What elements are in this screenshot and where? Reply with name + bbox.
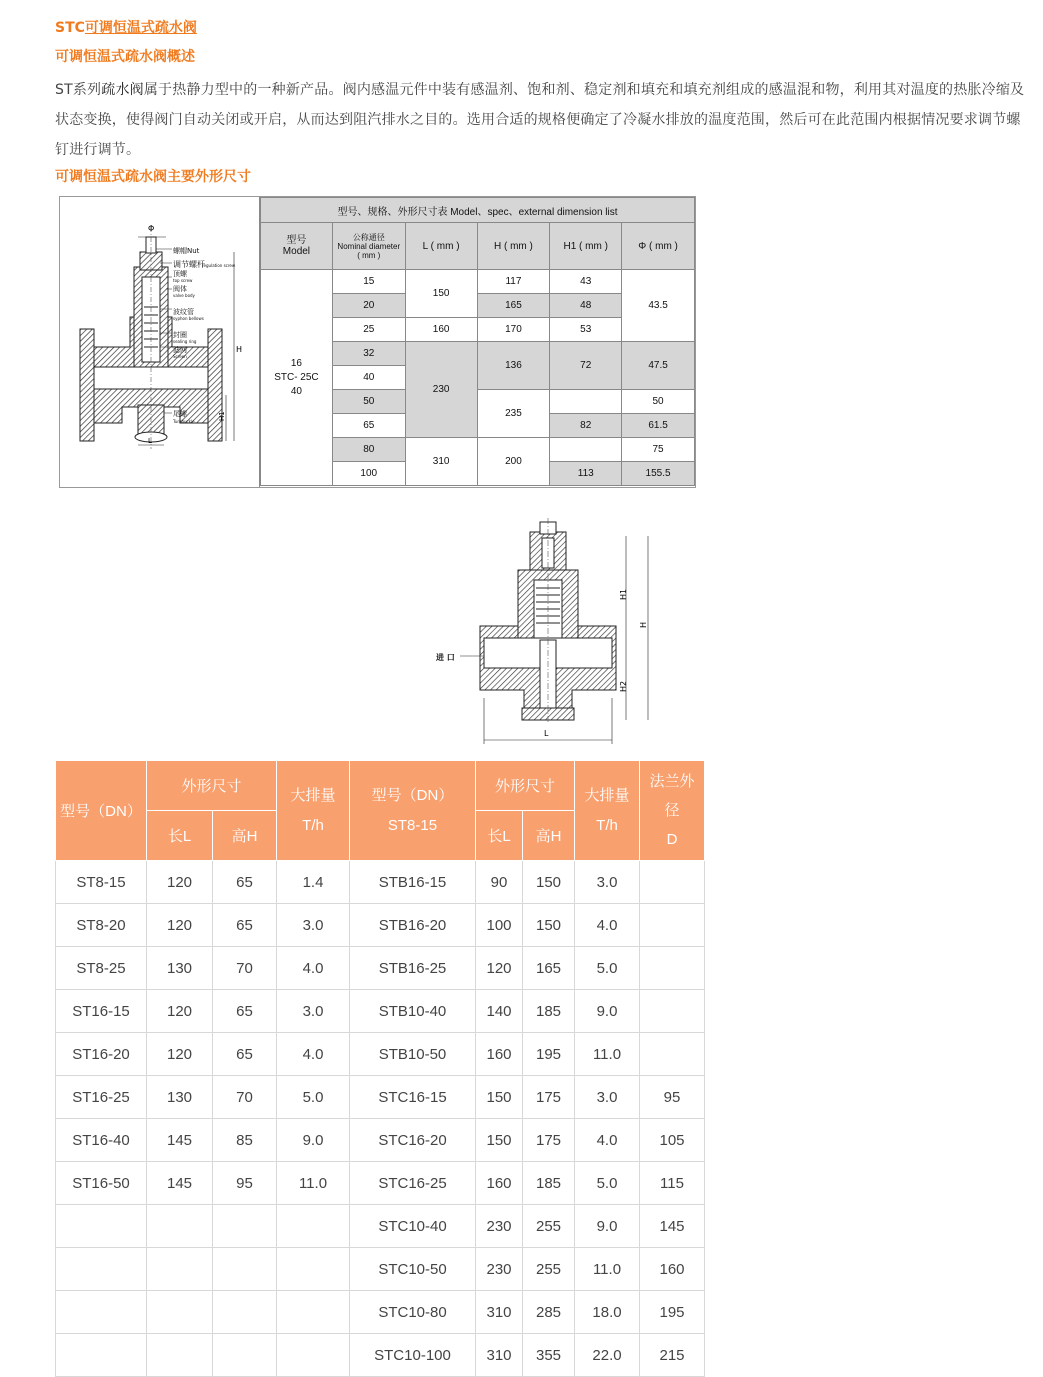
spec-h-cell: 136 — [477, 342, 550, 390]
table-row — [56, 1248, 705, 1291]
cell-height-2: 165 — [523, 947, 575, 990]
header-length-2: 长L — [476, 811, 523, 861]
paragraph-part2: 属于热静力型中的一种新产品。阀内感温元件中装有感温剂、饱和剂、稳定剂和填充和填充剂组成的感温混和物，利用其对温度的热胀冷缩及状态变换，使得阀门自动关闭或开启，从而达到阻汽排水之目的。选用合适的规格便确定了冷凝水排放的温度范围，然后可在此范围内根据情况要求调节螺钉进行调节。 — [55, 82, 1025, 158]
cell-height — [213, 1334, 277, 1377]
cell-flow: 9.0 — [277, 1119, 350, 1162]
cell-model: ST16-40 — [56, 1119, 147, 1162]
cell-height-2: 285 — [523, 1291, 575, 1334]
table-row — [56, 861, 705, 904]
spec-header-h: H ( mm ) — [477, 223, 550, 270]
spec-dn-cell: 25 — [332, 318, 405, 342]
header-length: 长L — [147, 811, 213, 861]
spec-h-cell: 117 — [477, 270, 550, 294]
cell-flange-diameter — [640, 947, 705, 990]
table-row — [56, 1076, 705, 1119]
spec-h1-cell: 48 — [550, 294, 622, 318]
header-height-2: 高H — [523, 811, 575, 861]
table-row — [56, 947, 705, 990]
tail-label: 尾螺 — [173, 410, 187, 418]
header-flow-line: 大排量 — [290, 786, 336, 804]
seal-label: 封圈 — [173, 331, 187, 339]
cell-height: 95 — [213, 1162, 277, 1205]
paragraph-keyword-link[interactable]: 疏水阀 — [101, 82, 144, 98]
cell-flow: 4.0 — [277, 947, 350, 990]
spec-header-model-cn: 型号 — [286, 235, 307, 246]
body-en-label: valve body — [173, 293, 195, 298]
cell-flow: 11.0 — [277, 1162, 350, 1205]
spec-dn-cell: 100 — [332, 462, 405, 486]
spec-h1-cell: 72 — [550, 342, 622, 390]
overview-paragraph — [55, 75, 1027, 165]
spec-h-cell: 200 — [477, 438, 550, 486]
overview-heading: 可调恒温式疏水阀概述 — [55, 49, 195, 65]
table-row — [56, 904, 705, 947]
cell-flow — [277, 1291, 350, 1334]
cell-model-2: STC16-20 — [350, 1119, 476, 1162]
cell-length-2: 160 — [476, 1033, 523, 1076]
h1-label: H1 — [218, 411, 226, 421]
valve-section-drawing — [60, 197, 260, 487]
header-flow-2 — [575, 761, 640, 861]
spec-header-dn-cn: 公称通径 — [352, 232, 385, 242]
cell-height: 65 — [213, 990, 277, 1033]
cell-length — [147, 1205, 213, 1248]
cell-length-2: 100 — [476, 904, 523, 947]
cell-length: 130 — [147, 1076, 213, 1119]
cell-model: ST16-25 — [56, 1076, 147, 1119]
spec-l-cell: 310 — [405, 438, 477, 486]
header-model-2-line: 型号（DN） — [371, 786, 454, 804]
screw-label: 调节螺杆 — [173, 260, 205, 269]
cell-height: 65 — [213, 1033, 277, 1076]
cell-model-2: STB16-15 — [350, 861, 476, 904]
nut-label: 螺帽Nut — [173, 247, 200, 255]
header-flange-line: D — [666, 831, 678, 848]
spec-dn-cell: 20 — [332, 294, 405, 318]
cell-length-2: 310 — [476, 1291, 523, 1334]
h1-label-2: H1 — [619, 588, 628, 600]
cell-flow: 5.0 — [277, 1076, 350, 1119]
spec-header-dn-en: Nominal diameter — [337, 241, 401, 251]
screen-en-label: Screen — [173, 354, 187, 359]
cell-flow-2: 22.0 — [575, 1334, 640, 1377]
spec-phi-cell: 50 — [622, 390, 695, 414]
top-en-label: top screw — [173, 278, 193, 283]
page-title-link[interactable]: 可调恒温式疏水阀 — [84, 20, 197, 36]
cell-flange-diameter: 105 — [640, 1119, 705, 1162]
cell-flow-2: 4.0 — [575, 904, 640, 947]
cell-flange-diameter — [640, 990, 705, 1033]
cell-flow — [277, 1334, 350, 1377]
h-label: H — [236, 345, 243, 354]
cell-model-2: STB16-25 — [350, 947, 476, 990]
h2-label-2: H2 — [619, 680, 628, 692]
spec-model-line: 16 — [290, 357, 302, 369]
cell-length-2: 150 — [476, 1076, 523, 1119]
page-title-prefix: STC — [55, 20, 85, 36]
cell-model — [56, 1205, 147, 1248]
cell-height-2: 255 — [523, 1248, 575, 1291]
cell-flange-diameter: 145 — [640, 1205, 705, 1248]
cell-model-2: STC16-15 — [350, 1076, 476, 1119]
cell-flow-2: 5.0 — [575, 1162, 640, 1205]
table-row — [56, 1119, 705, 1162]
table-row — [56, 990, 705, 1033]
header-flow-2-line: 大排量 — [584, 786, 630, 804]
table-body — [56, 861, 705, 1377]
tail-en-label: Turnbuckle — [173, 419, 195, 424]
cell-flange-diameter: 195 — [640, 1291, 705, 1334]
page-title — [55, 17, 197, 37]
spec-l-cell: 160 — [405, 318, 477, 342]
header-dimensions-2: 外形尺寸 — [476, 761, 575, 811]
paragraph-part1: ST系列 — [55, 82, 102, 98]
cell-flange-diameter: 95 — [640, 1076, 705, 1119]
spec-h1-cell — [550, 390, 622, 414]
cell-length-2: 230 — [476, 1248, 523, 1291]
cell-model: ST8-15 — [56, 861, 147, 904]
cell-model: ST8-20 — [56, 904, 147, 947]
cell-length: 145 — [147, 1119, 213, 1162]
cell-length — [147, 1248, 213, 1291]
cell-height-2: 175 — [523, 1076, 575, 1119]
cell-model: ST16-20 — [56, 1033, 147, 1076]
cell-flange-diameter — [640, 904, 705, 947]
bellows-en-label: syphon bellows — [173, 316, 204, 321]
cell-model-2: STC16-25 — [350, 1162, 476, 1205]
cell-model-2: STC10-50 — [350, 1248, 476, 1291]
inlet-label: 进 口 — [436, 653, 455, 662]
cell-height: 70 — [213, 1076, 277, 1119]
spec-l-cell: 230 — [405, 342, 477, 438]
cell-height-2: 195 — [523, 1033, 575, 1076]
cell-flange-diameter: 160 — [640, 1248, 705, 1291]
spec-dn-cell: 40 — [332, 366, 405, 390]
spec-dn-cell: 15 — [332, 270, 405, 294]
spec-dn-cell: 32 — [332, 342, 405, 366]
header-flange-diameter — [640, 761, 705, 861]
cell-length-2: 150 — [476, 1119, 523, 1162]
cell-model: ST16-15 — [56, 990, 147, 1033]
cell-flow-2: 5.0 — [575, 947, 640, 990]
spec-model-line: 40 — [290, 385, 302, 397]
l-label-2: L — [544, 729, 549, 738]
spec-header-dn — [332, 223, 405, 270]
header-flow-line: T/h — [302, 816, 324, 834]
cell-flow: 3.0 — [277, 990, 350, 1033]
cell-model-2: STB10-50 — [350, 1033, 476, 1076]
table-row — [56, 1162, 705, 1205]
spec-dn-cell: 65 — [332, 414, 405, 438]
cell-length-2: 160 — [476, 1162, 523, 1205]
cell-length — [147, 1291, 213, 1334]
spec-header-model — [261, 223, 333, 270]
h-label-2: H — [639, 621, 648, 628]
cell-height-2: 150 — [523, 904, 575, 947]
cell-height — [213, 1248, 277, 1291]
seal-en-label: sealing ring — [173, 339, 197, 344]
cell-length: 145 — [147, 1162, 213, 1205]
cell-length — [147, 1334, 213, 1377]
header-height: 高H — [213, 811, 277, 861]
cell-flange-diameter — [640, 1033, 705, 1076]
spec-dn-cell: 80 — [332, 438, 405, 462]
spec-h1-cell: 82 — [550, 414, 622, 438]
cell-height — [213, 1205, 277, 1248]
valve-drawing-2 — [430, 518, 662, 750]
l-label: L — [148, 437, 152, 445]
cell-length: 120 — [147, 861, 213, 904]
header-flange-line: 径 — [664, 802, 680, 819]
spec-phi-cell: 43.5 — [622, 270, 695, 342]
spec-h1-cell: 53 — [550, 318, 622, 342]
header-flange-line: 法兰外 — [649, 773, 695, 790]
cell-length: 120 — [147, 904, 213, 947]
spec-phi-cell: 47.5 — [622, 342, 695, 390]
spec-h1-cell — [550, 438, 622, 462]
cell-model — [56, 1291, 147, 1334]
header-dimensions: 外形尺寸 — [147, 761, 277, 811]
cell-flow-2: 18.0 — [575, 1291, 640, 1334]
spec-figure — [59, 196, 696, 488]
spec-phi-cell: 75 — [622, 438, 695, 462]
spec-phi-cell: 61.5 — [622, 414, 695, 438]
cell-model: ST8-25 — [56, 947, 147, 990]
spec-header-l: L ( mm ) — [405, 223, 477, 270]
cell-flow: 1.4 — [277, 861, 350, 904]
cell-length-2: 90 — [476, 861, 523, 904]
cell-model — [56, 1248, 147, 1291]
cell-flow-2: 11.0 — [575, 1248, 640, 1291]
top-label: 顶螺 — [173, 270, 187, 278]
screen-label: 滤网 — [173, 346, 187, 354]
table-row — [56, 1291, 705, 1334]
cell-height-2: 175 — [523, 1119, 575, 1162]
cell-model-2: STB16-20 — [350, 904, 476, 947]
cell-height — [213, 1291, 277, 1334]
cell-height: 65 — [213, 904, 277, 947]
cell-length: 120 — [147, 990, 213, 1033]
spec-h-cell: 235 — [477, 390, 550, 438]
cell-flange-diameter: 115 — [640, 1162, 705, 1205]
body-label: 阀体 — [173, 285, 187, 293]
dimension-heading: 可调恒温式疏水阀主要外形尺寸 — [55, 169, 251, 185]
spec-table — [260, 197, 695, 486]
cell-model-2: STC10-40 — [350, 1205, 476, 1248]
cell-flow-2: 9.0 — [575, 990, 640, 1033]
screw-en-label: regulation screw — [202, 263, 236, 268]
cell-flow-2: 3.0 — [575, 1076, 640, 1119]
valve-drawing-2-svg — [430, 518, 662, 750]
cell-length-2: 310 — [476, 1334, 523, 1377]
spec-l-cell: 150 — [405, 270, 477, 318]
cell-height-2: 255 — [523, 1205, 575, 1248]
valve-section-svg — [60, 197, 259, 487]
cell-model-2: STC10-100 — [350, 1334, 476, 1377]
spec-h1-cell: 113 — [550, 462, 622, 486]
cell-length: 120 — [147, 1033, 213, 1076]
cell-length-2: 230 — [476, 1205, 523, 1248]
cell-flow-2: 4.0 — [575, 1119, 640, 1162]
phi-label: Φ — [148, 224, 155, 233]
spec-header-phi: Φ ( mm ) — [622, 223, 695, 270]
spec-model-cell — [261, 270, 333, 486]
cell-model-2: STB10-40 — [350, 990, 476, 1033]
header-model: 型号（DN） — [56, 761, 147, 861]
table-row — [56, 1334, 705, 1377]
cell-height: 70 — [213, 947, 277, 990]
cell-flow: 3.0 — [277, 904, 350, 947]
cell-model — [56, 1334, 147, 1377]
cell-flow — [277, 1248, 350, 1291]
cell-height-2: 150 — [523, 861, 575, 904]
cell-height: 65 — [213, 861, 277, 904]
spec-header-model-en: Model — [282, 246, 311, 257]
cell-flow-2: 3.0 — [575, 861, 640, 904]
table-row — [56, 1205, 705, 1248]
spec-model-line: STC- 25C — [274, 371, 319, 383]
cell-model-2: STC10-80 — [350, 1291, 476, 1334]
cell-flange-diameter: 215 — [640, 1334, 705, 1377]
cell-length-2: 120 — [476, 947, 523, 990]
spec-caption: 型号、规格、外形尺寸表 Model、spec、external dimension list — [261, 198, 695, 223]
header-model-2 — [350, 761, 476, 861]
cell-length-2: 140 — [476, 990, 523, 1033]
spec-h-cell: 170 — [477, 318, 550, 342]
spec-h1-cell: 43 — [550, 270, 622, 294]
cell-height: 85 — [213, 1119, 277, 1162]
cell-flange-diameter — [640, 861, 705, 904]
spec-header-dn-unit: ( mm ) — [357, 250, 381, 260]
header-flow-2-line: T/h — [596, 816, 618, 834]
header-flow — [277, 761, 350, 861]
bellows-label: 波纹管 — [173, 308, 194, 316]
model-dimension-table — [55, 760, 705, 1377]
spec-dn-cell: 50 — [332, 390, 405, 414]
cell-flow — [277, 1205, 350, 1248]
spec-h-cell: 165 — [477, 294, 550, 318]
cell-model: ST16-50 — [56, 1162, 147, 1205]
cell-height-2: 185 — [523, 990, 575, 1033]
cell-height-2: 185 — [523, 1162, 575, 1205]
spec-header-h1: H1 ( mm ) — [550, 223, 622, 270]
cell-flow-2: 9.0 — [575, 1205, 640, 1248]
table-row — [56, 1033, 705, 1076]
cell-flow: 4.0 — [277, 1033, 350, 1076]
header-model-2-line: ST8-15 — [387, 816, 438, 834]
cell-height-2: 355 — [523, 1334, 575, 1377]
cell-flow-2: 11.0 — [575, 1033, 640, 1076]
cell-length: 130 — [147, 947, 213, 990]
spec-phi-cell: 155.5 — [622, 462, 695, 486]
